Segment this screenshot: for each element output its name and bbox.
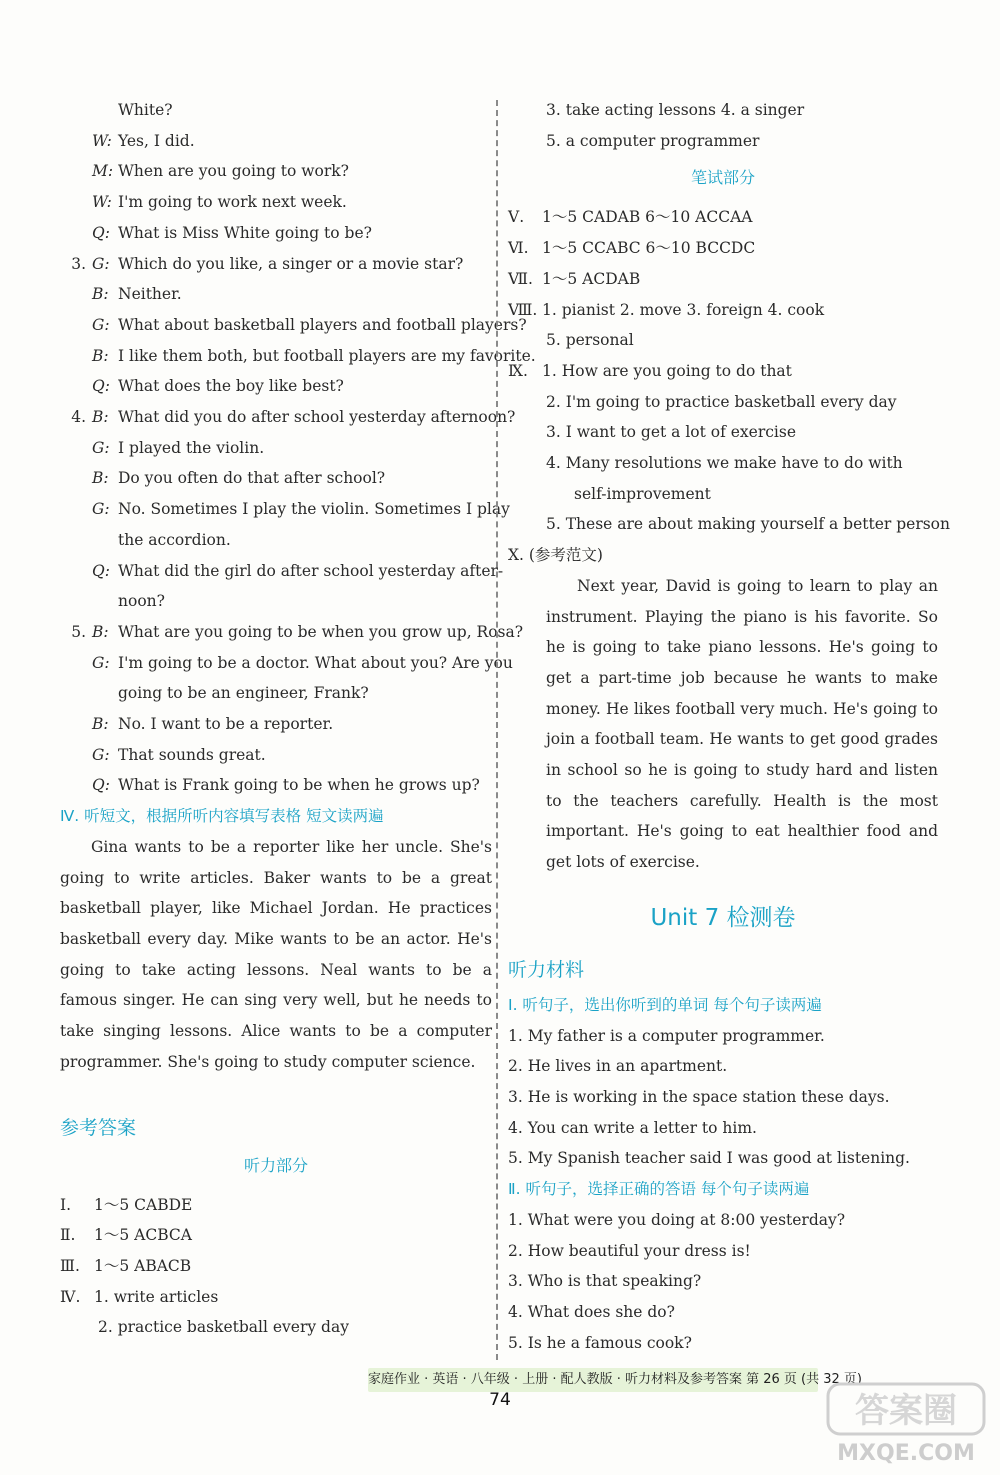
answer-line: Ⅶ. 1～5 ACDAB [508,269,641,288]
list-item: 1. My father is a computer programmer. [508,1026,825,1045]
answer-line: 2. practice basketball every day [98,1318,349,1337]
answer-line: 4. Many resolutions we make have to do with [546,454,903,473]
dialogue-line: W: Yes, I did. [92,131,195,150]
dialogue-line: the accordion. [118,530,231,549]
answer-line: 2. I'm going to practice basketball every day [546,392,897,411]
dialogue-line: G: I'm going to be a doctor. What about you? Are you [92,653,513,672]
answers-heading: 参考答案 [60,1116,137,1139]
dialogue-line: B: No. I want to be a reporter. [92,715,334,734]
dialogue-line: B: Neither. [92,285,182,304]
dialogue-line: Q: What is Miss White going to be? [92,223,372,242]
section-iv-heading: Ⅳ. 听短文，根据所听内容填写表格 短文读两遍 [60,807,384,826]
answer-line: Ⅰ. 1～5 CABDE [60,1195,193,1214]
left-column [60,95,536,1343]
dialogue-line: going to be an engineer, Frank? [118,684,369,703]
listening-material-heading: 听力材料 [508,958,585,981]
page-number: 74 [489,1390,511,1410]
list-item: 5. Is he a famous cook? [508,1333,692,1352]
answer-line: 5. These are about making yourself a better person [546,515,950,534]
dialogue-line: G: No. Sometimes I play the violin. Sometimes I play [92,500,510,519]
answer-line: Ⅹ. (参考范文) [508,546,603,565]
right-column [508,95,950,1358]
answer-line: self-improvement [574,484,711,503]
dialogue-line: G: What about basketball players and football players? [92,315,527,334]
answer-line: 5. personal [546,331,634,350]
list-item: 4. You can write a letter to him. [508,1118,757,1137]
section-i-heading: Ⅰ. 听句子，选出你听到的单词 每个句子读两遍 [508,995,822,1014]
unit-title: Unit 7 检测卷 [650,904,796,931]
dialogue-line: Q: What does the boy like best? [92,377,344,396]
answer-line: Ⅴ. 1～5 CADAB 6～10 ACCAA [508,208,753,227]
list-item: 1. What were you doing at 8:00 yesterday? [508,1210,846,1229]
list-item: 5. My Spanish teacher said I was good at listening. [508,1149,910,1168]
answer-line: 3. I want to get a lot of exercise [546,423,797,442]
listening-part-heading: 听力部分 [243,1155,308,1175]
watermark-logo [822,1380,990,1468]
answer-line: Ⅸ. 1. How are you going to do that [508,361,792,380]
answer-line: Ⅳ. 1. write articles [60,1287,219,1306]
svg-text:MXQE.COM: MXQE.COM [837,1441,975,1466]
dialogue-line: 4. B: What did you do after school yesterday afternoon? [71,408,516,427]
dialogue-line: 3. G: Which do you like, a singer or a movie star? [71,254,464,273]
list-item: 4. What does she do? [508,1302,675,1321]
dialogue-line: 5. B: What are you going to be when you grow up, Rosa? [71,622,524,641]
dialogue-line: B: Do you often do that after school? [92,469,386,488]
answer-line: Ⅷ. 1. pianist 2. move 3. foreign 4. cook [508,300,825,319]
dialogue-line: White? [118,101,173,119]
dialogue-line: B: I like them both, but football players are my favorite. [92,346,536,365]
answer-line: Ⅲ. 1～5 ABACB [60,1256,192,1275]
footer-bar: 家庭作业 · 英语 · 八年级 · 上册 · 配人教版 · 听力材料及参考答案 第 26 页 (共 32 页) [368,1368,818,1392]
answer-line: 5. a computer programmer [546,131,760,150]
dialogue-line: noon? [118,592,165,611]
dialogue-line: G: That sounds great. [92,745,266,764]
column-divider [496,100,498,1360]
dialogue-line: W: I'm going to work next week. [92,193,347,212]
list-item: 2. He lives in an apartment. [508,1057,728,1076]
dialogue-line: M: When are you going to work? [92,162,349,181]
list-item: 2. How beautiful your dress is! [508,1241,751,1260]
list-item: 3. Who is that speaking? [508,1272,702,1291]
svg-text:答案圈: 答案圈 [855,1391,957,1431]
sample-essay: Next year, David is going to learn to play an instrument. Playing the piano is his favorite. So he is going to take piano lessons. He's going to get a part-time job because he wants to make money. He likes football very much. He's going to join a football team. He wants to get good grades in school so he is going to study hard and listen to the teachers carefully. Health is the most important. He's going to eat healthier food and get lots of exercise. [546,576,938,872]
dialogue-line: Q: What did the girl do after school yesterday after- [92,561,504,580]
list-item: 3. He is working in the space station these days. [508,1087,890,1106]
answer-line: Ⅱ. 1～5 ACBCA [60,1226,192,1245]
dialogue-line: Q: What is Frank going to be when he grows up? [92,776,480,795]
dialogue-line: G: I played the violin. [92,438,265,457]
section-ii-heading: Ⅱ. 听句子，选择正确的答语 每个句子读两遍 [508,1180,810,1199]
section-iv-passage: Gina wants to be a reporter like her uncle. She's going to write articles. Baker wants to be a great basketball player, like Michael Jordan. He practices basketball every day. Mike wants to be an actor. He's going to take acting lessons. Neal wants to be a famous singer. He can sing very well, but he needs to take singing lessons. Alice wants to be a computer programmer. She's going to study computer science. [60,837,492,1071]
answer-line: Ⅵ. 1～5 CCABC 6～10 BCCDC [508,239,756,258]
answer-line: 3. take acting lessons 4. a singer [546,101,805,119]
written-part-heading: 笔试部分 [690,168,755,188]
